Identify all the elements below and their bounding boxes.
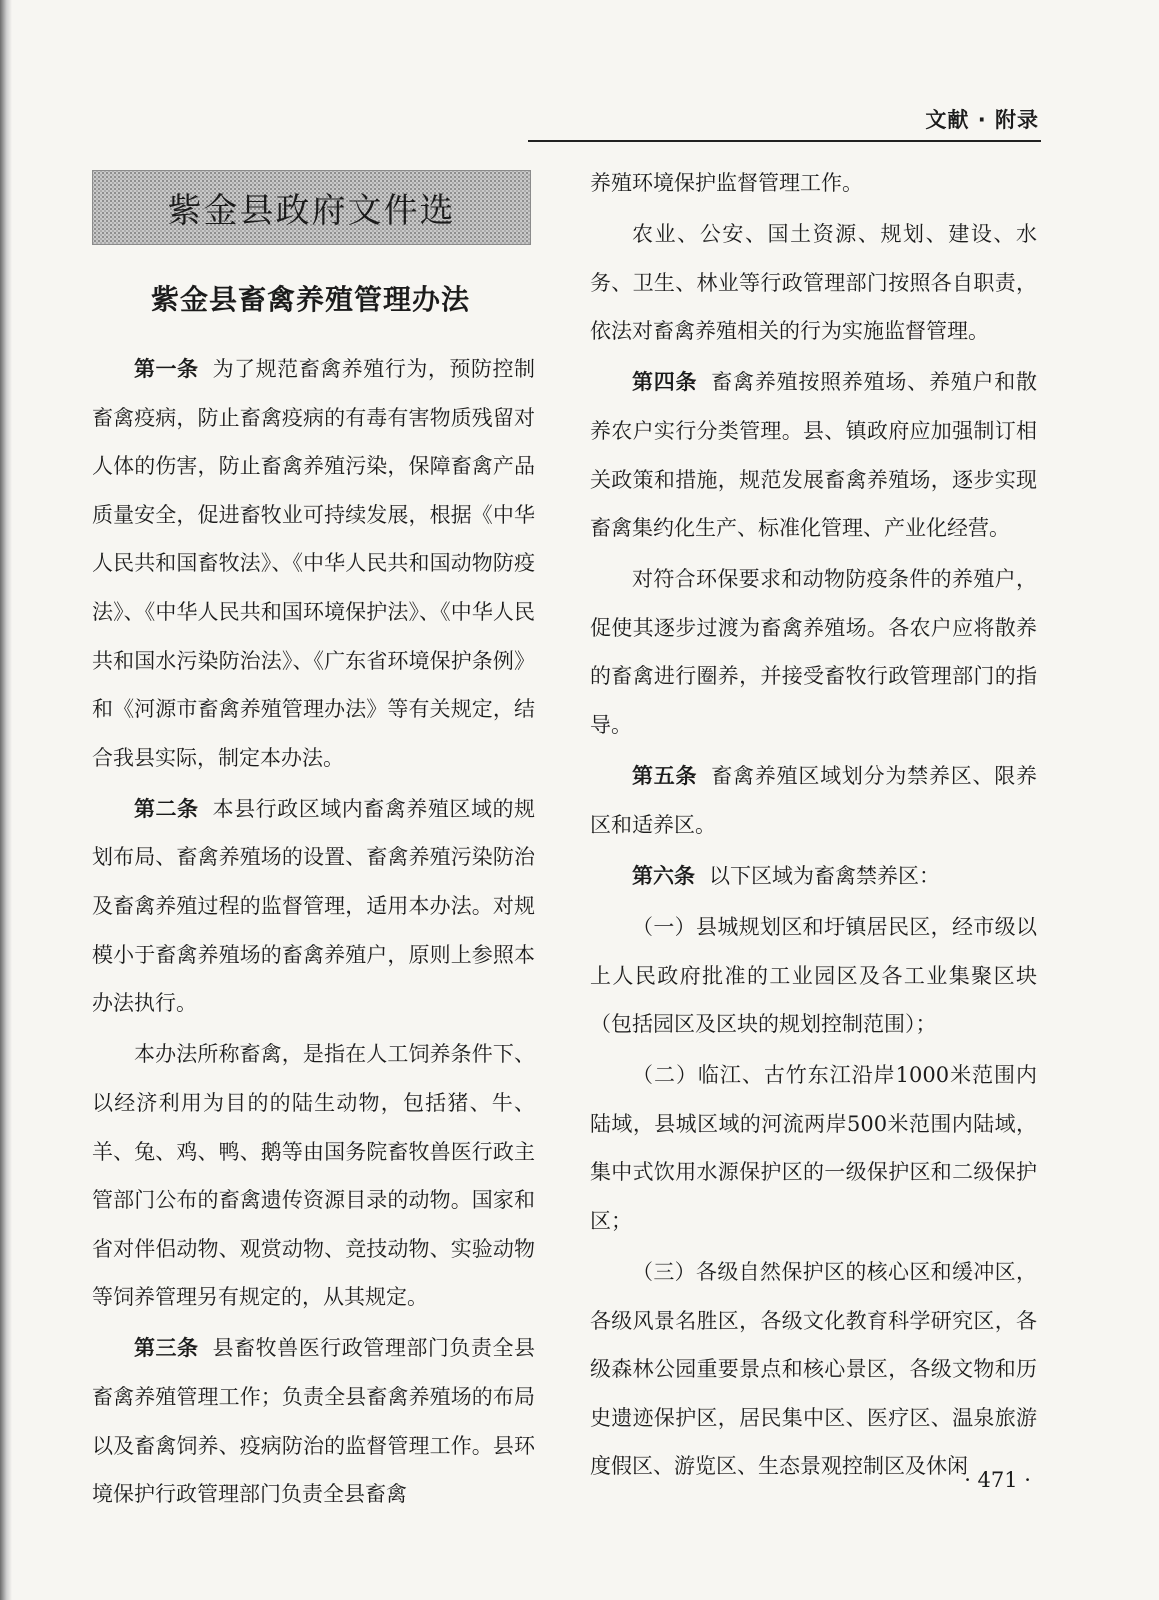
paragraph-text: 县畜牧兽医行政管理部门负责全县畜禽养殖管理工作；负责全县畜禽养殖场的布局以及畜禽饲养、疫病防治的监督管理工作。县环境保护行政管理部门负责全县畜禽: [92, 1336, 536, 1507]
running-head: 文献 · 附录: [925, 108, 1039, 132]
article-label: 第三条: [134, 1336, 199, 1361]
scan-edge-shadow: [0, 0, 12, 1600]
paragraph-text: 以下区域为畜禽禁养区：: [709, 863, 940, 888]
paragraph: [590, 752, 1037, 849]
paragraph-text: 本县行政区域内畜禽养殖区域的规划布局、畜禽养殖场的设置、畜禽养殖污染防治及畜禽养殖过程的监督管理，适用本办法。对规模小于畜禽养殖场的畜禽养殖户，原则上参照本办法执行。: [92, 796, 536, 1016]
paragraph-text: 养殖环境保护监督管理工作。: [590, 171, 863, 195]
paragraph-text: 本办法所称畜禽，是指在人工饲养条件下、以经济利用为目的的陆生动物，包括猪、牛、羊、兔、鸡、鸭、鹅等由国务院畜牧兽医行政主管部门公布的畜禽遗传资源目录的动物。国家和省对伴侣动物、观赏动物、竞技动物、实验动物等饲养管理另有规定的，从其规定。: [92, 1042, 535, 1310]
paragraph: [590, 210, 1037, 356]
paragraph: [590, 852, 1037, 901]
paragraph-text: 畜禽养殖区域划分为禁养区、限养区和适养区。: [590, 764, 1038, 837]
right-column: [590, 159, 1037, 1494]
article-label: 第四条: [632, 370, 698, 395]
paragraph-text: （二）临江、古竹东江沿岸1000米范围内陆域，县城区域的河流两岸500米范围内陆域，集中式饮用水源保护区的一级保护区和二级保护区；: [590, 1063, 1037, 1233]
header-rule: [528, 140, 1041, 142]
paragraph-text: 对符合环保要求和动物防疫条件的养殖户，促使其逐步过渡为畜禽养殖场。各农户应将散养的畜禽进行圈养，并接受畜牧行政管理部门的指导。: [590, 567, 1037, 738]
document-title: 紫金县畜禽养殖管理办法: [150, 283, 470, 316]
paragraph: [590, 358, 1037, 552]
paragraph: [590, 903, 1037, 1049]
paragraph: [92, 345, 535, 782]
paragraph-text: 为了规范畜禽养殖行为，预防控制畜禽疫病，防止畜禽疫病的有毒有害物质残留对人体的伤害，防止畜禽养殖污染，保障畜禽产品质量安全，促进畜牧业可持续发展，根据《中华人民共和国畜牧法》、《中华人民共和国动物防疫法》、《中华人民共和国环境保护法》、《中华人民共和国水污染防治法》、《广东省环境保护条例》和《河源市畜禽养殖管理办法》等有关规定，结合我县实际，制定本办法。: [92, 357, 536, 770]
article-label: 第五条: [632, 764, 698, 789]
article-label: 第一条: [134, 357, 199, 381]
article-label: 第六条: [632, 863, 695, 888]
paragraph: [590, 555, 1037, 749]
section-banner: [92, 170, 531, 245]
paragraph: [92, 1030, 535, 1322]
paragraph-text: （三）各级自然保护区的核心区和缓冲区，各级风景名胜区，各级文化教育科学研究区，各级森林公园重要景点和核心景区，各级文物和历史遗迹保护区，居民集中区、医疗区、温泉旅游度假区、游览区、生态景观控制区及休闲: [590, 1260, 1037, 1479]
page-number: · 471 ·: [964, 1468, 1031, 1492]
paragraph-text: 农业、公安、国土资源、规划、建设、水务、卫生、林业等行政管理部门按照各自职责，依法对畜禽养殖相关的行为实施监督管理。: [590, 222, 1037, 344]
left-column: [92, 345, 535, 1521]
paragraph: [590, 1248, 1037, 1491]
paragraph-text: （一）县城规划区和圩镇居民区，经市级以上人民政府批准的工业园区及各工业集聚区块（包括园区及区块的规划控制范围）；: [590, 914, 1037, 1037]
paragraph-continuation: [590, 159, 1037, 208]
paragraph: [92, 1324, 535, 1518]
paragraph: [92, 785, 535, 1028]
section-banner-text: 紫金县政府文件选: [167, 191, 456, 231]
article-label: 第二条: [134, 796, 199, 821]
paragraph: [590, 1051, 1037, 1245]
paragraph-text: 畜禽养殖按照养殖场、养殖户和散养农户实行分类管理。县、镇政府应加强制订相关政策和措施，规范发展畜禽养殖场，逐步实现畜禽集约化生产、标准化管理、产业化经营。: [590, 370, 1038, 541]
